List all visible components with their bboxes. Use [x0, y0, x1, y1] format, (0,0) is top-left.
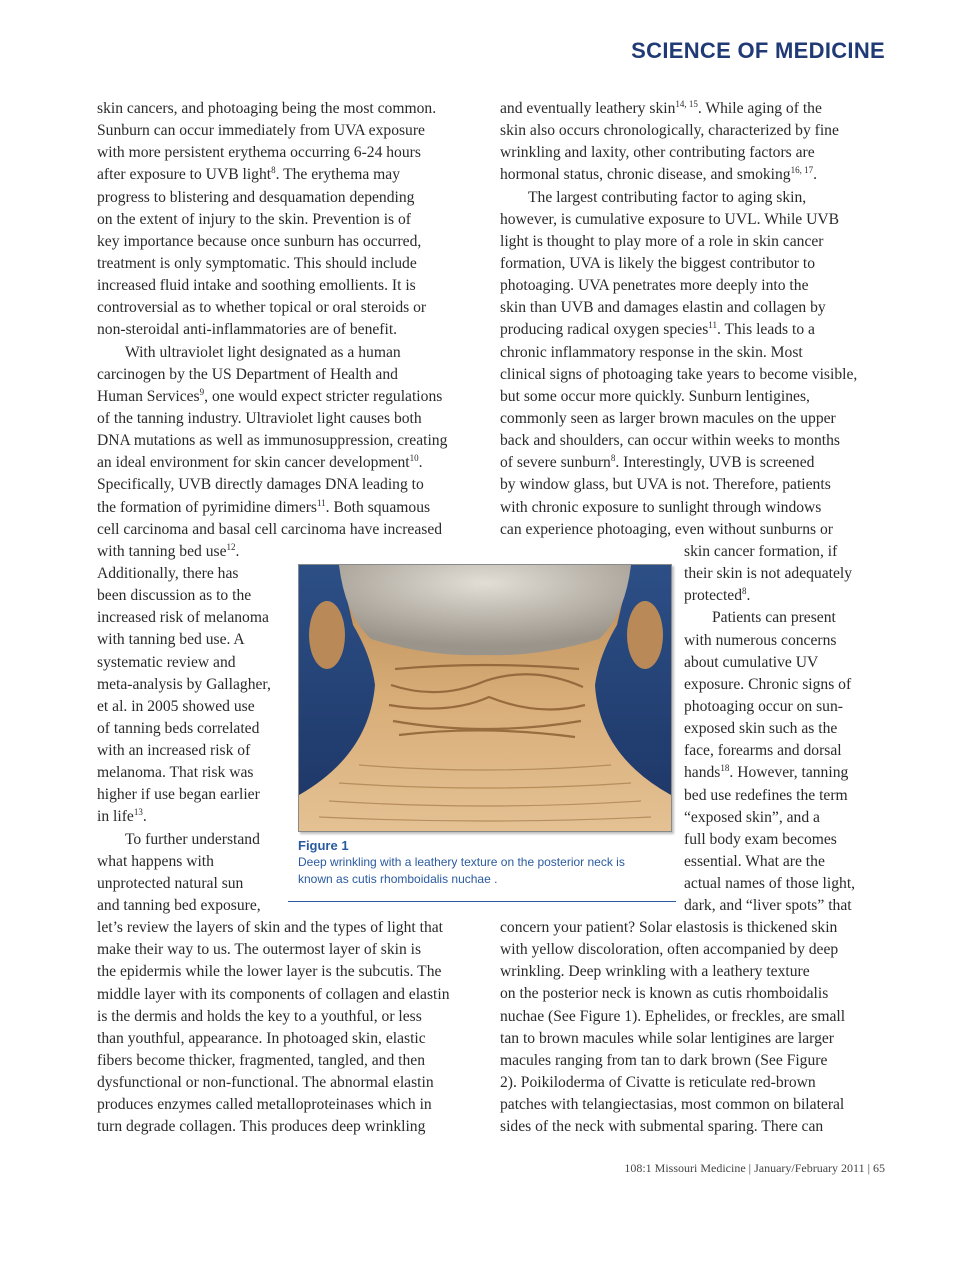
text-line: with yellow discoloration, often accompanied by deep: [500, 941, 839, 959]
text-line: higher if use began earlier: [97, 786, 260, 804]
text-line: skin than UVB and damages elastin and collagen by: [500, 299, 826, 317]
text-line: patches with telangiectasias, most common on bilateral: [500, 1096, 845, 1114]
text-line: essential. What are the: [684, 852, 825, 870]
text-line: cell carcinoma and basal cell carcinoma have increased: [97, 520, 443, 538]
text-line: skin cancer formation, if: [684, 543, 838, 560]
section-title: SCIENCE OF MEDICINE: [631, 38, 885, 63]
text-line: unprotected natural sun: [97, 874, 244, 892]
text-line: hands$^{18}$. However, tanning: [684, 763, 849, 782]
text-line: protected$^8$.: [684, 586, 751, 605]
text-line: skin cancers, and photoaging being the most common.: [97, 100, 437, 117]
text-line: non-steroidal anti-inflammatories are of benefit.: [97, 321, 398, 339]
text-line: controversial as to whether topical or oral steroids or: [97, 299, 427, 317]
text-line: what happens with: [97, 852, 214, 870]
text-line: Sunburn can occur immediately from UVA exposure: [97, 122, 425, 140]
text-line: is the dermis and holds the key to a youthful, or less: [97, 1007, 422, 1025]
figure-caption-line: Deep wrinkling with a leathery texture on the posterior neck is: [298, 855, 625, 869]
text-line: with tanning bed use. A: [97, 631, 245, 649]
text-line: let’s review the layers of skin and the types of light that: [97, 919, 444, 937]
text-line: of the tanning industry. Ultraviolet light causes both: [97, 409, 422, 427]
text-line: after exposure to UVB light$^8$. The erythema may: [97, 165, 401, 184]
figure-caption: [298, 838, 678, 888]
text-line: in life$^{13}$.: [97, 807, 147, 826]
text-line: dysfunctional or non-functional. The abnormal elastin: [97, 1074, 434, 1092]
text-line: been discussion as to the: [97, 587, 252, 605]
text-line: exposed skin such as the: [684, 720, 838, 738]
text-line: nuchae (See Figure 1). Ephelides, or freckles, are small: [500, 1007, 846, 1025]
text-line: chronic inflammatory response in the skin. Most: [500, 343, 803, 361]
text-line: systematic review and: [97, 653, 236, 671]
text-line: 2). Poikiloderma of Civatte is reticulate red-brown: [500, 1073, 816, 1091]
text-line: exposure. Chronic signs of: [684, 675, 852, 693]
figure-caption-line: known as cutis rhomboidalis nuchae .: [298, 872, 498, 886]
text-line: with more persistent erythema occurring 6-24 hours: [97, 144, 421, 162]
text-line: Additionally, there has: [97, 564, 239, 582]
text-line: full body exam becomes: [684, 830, 837, 848]
text-line: key importance because once sunburn has occurred,: [97, 232, 422, 250]
text-line: photoaging occur on sun-: [684, 697, 843, 715]
text-line: by window glass, but UVA is not. Therefore, patients: [500, 476, 831, 494]
text-line: producing radical oxygen species$^{11}$. This leads to a: [500, 320, 815, 339]
text-line: with chronic exposure to sunlight through windows: [500, 498, 822, 516]
text-line: with an increased risk of: [97, 742, 251, 760]
caption-divider: [288, 901, 676, 902]
text-line: an ideal environment for skin cancer development$^{10}$.: [97, 453, 423, 472]
text-line: carcinogen by the US Department of Health and: [97, 365, 398, 383]
text-line: but some occur more quickly. Sunburn lentigines,: [500, 387, 810, 405]
text-line: “exposed skin”, and a: [684, 808, 820, 826]
text-line: make their way to us. The outermost layer of skin is: [97, 941, 422, 959]
text-line: macules ranging from tan to dark brown (See Figure: [500, 1051, 828, 1069]
text-line: with numerous concerns: [684, 631, 837, 649]
text-line: concern your patient? Solar elastosis is thickened skin: [500, 919, 838, 936]
text-line: their skin is not adequately: [684, 565, 853, 583]
text-line: fibers become thicker, fragmented, tangled, and then: [97, 1052, 426, 1070]
text-line: on the posterior neck is known as cutis rhomboidalis: [500, 985, 829, 1003]
text-line: dark, and “liver spots” that: [684, 897, 852, 915]
text-line: of tanning beds correlated: [97, 719, 260, 737]
text-line: about cumulative UV: [684, 653, 819, 671]
text-line: With ultraviolet light designated as a human: [125, 343, 401, 361]
text-line: Patients can present: [712, 609, 836, 627]
text-line: actual names of those light,: [684, 875, 856, 893]
text-line: clinical signs of photoaging take years to become visible,: [500, 365, 858, 383]
text-line: on the extent of injury to the skin. Prevention is of: [97, 210, 411, 228]
neck-photo-illustration: [299, 565, 671, 831]
text-line: with tanning bed use$^{12}$.: [97, 541, 240, 560]
text-line: sides of the neck with submental sparing. There can: [500, 1118, 824, 1136]
text-line: increased risk of melanoma: [97, 609, 269, 627]
text-line: DNA mutations as well as immunosuppression, creating: [97, 432, 448, 450]
text-line: middle layer with its components of collagen and elastin: [97, 985, 450, 1003]
text-line: can experience photoaging, even without sunburns or: [500, 520, 834, 538]
text-line: turn degrade collagen. This produces deep wrinkling: [97, 1118, 426, 1136]
text-line: and tanning bed exposure,: [97, 897, 261, 915]
text-line: wrinkling. Deep wrinkling with a leathery texture: [500, 963, 810, 981]
text-line: the epidermis while the lower layer is the subcutis. The: [97, 963, 442, 981]
text-line: Specifically, UVB directly damages DNA leading to: [97, 476, 424, 494]
text-line: hormonal status, chronic disease, and smoking$^{16, 17}$.: [500, 165, 817, 184]
text-line: light is thought to play more of a role in skin cancer: [500, 232, 824, 250]
text-line: of severe sunburn$^8$. Interestingly, UVB is screened: [500, 453, 815, 472]
text-line: the formation of pyrimidine dimers$^{11}$. Both squamous: [97, 497, 431, 516]
text-line: wrinkling and laxity, other contributing factors are: [500, 144, 815, 162]
text-line: tan to brown macules while solar lentigines are larger: [500, 1029, 835, 1047]
text-line: bed use redefines the term: [684, 786, 848, 804]
text-line: photoaging. UVA penetrates more deeply into the: [500, 277, 809, 295]
text-line: skin also occurs chronologically, characterized by fine: [500, 122, 839, 140]
text-line: meta-analysis by Gallagher,: [97, 675, 271, 693]
text-line: et al. in 2005 showed use: [97, 697, 255, 715]
figure-label: Figure 1: [298, 838, 349, 853]
text-line: face, forearms and dorsal: [684, 742, 842, 760]
figure-1-photo: [298, 564, 672, 832]
text-line: progress to blistering and desquamation depending: [97, 188, 415, 206]
text-line: produces enzymes called metalloproteinases which in: [97, 1096, 432, 1114]
page-footer: 108:1 Missouri Medicine | January/February 2011 | 65: [624, 1161, 885, 1175]
text-line: increased fluid intake and soothing emollients. It is: [97, 277, 416, 295]
text-line: back and shoulders, can occur within weeks to months: [500, 432, 840, 450]
text-line: formation, UVA is likely the biggest contributor to: [500, 254, 816, 272]
text-line: treatment is only symptomatic. This should include: [97, 254, 417, 272]
text-line: and eventually leathery skin$^{14, 15}$. While aging of the: [500, 99, 822, 117]
text-line: than youthful, appearance. In photoaged skin, elastic: [97, 1029, 426, 1047]
text-line: however, is cumulative exposure to UVL. While UVB: [500, 210, 840, 228]
text-line: To further understand: [125, 830, 260, 848]
text-line: commonly seen as larger brown macules on the upper: [500, 409, 836, 427]
text-line: The largest contributing factor to aging skin,: [528, 188, 807, 206]
text-line: Human Services$^9$, one would expect stricter regulations: [97, 386, 443, 405]
text-line: melanoma. That risk was: [97, 764, 254, 782]
